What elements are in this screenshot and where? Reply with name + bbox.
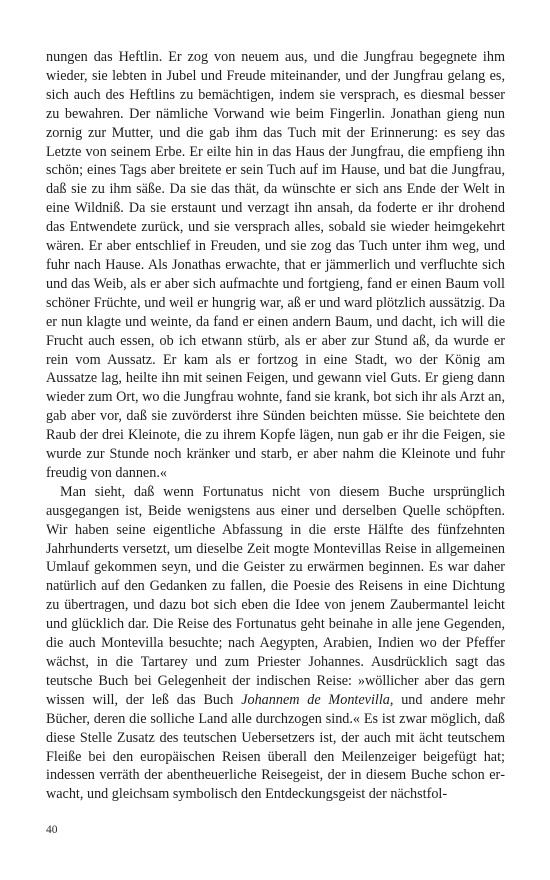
page-number: 40 bbox=[46, 824, 58, 836]
text-run: Man sieht, daß wenn Fortunatus nicht von diesem Buche ursprünglich ausgegangen ist, Beide wenigstens aus einer und derselben Quelle schöpften. Wir haben seine eigentliche Abfassung in die erste Hälfte des fünfzehnten Jahrhunderts versetzt, um dieselbe Zeit mogte Montevillas Reise in allgemeinen Umlauf gekommen seyn, und die Geister zu erwärmen beginnen. Es war daher natürlich auf den Gedanken zu fallen, die Poesie des Reisens in eine Dichtung zu übertragen, und dazu bot sich eben die Idee von jenem Zaubermantel leicht und glücklich dar. Die Reise des Fortunatus geht beinahe in alle jene Gegenden, die auch Montevilla besuchte; nach Aegypten, Arabien, Indien wo der Pfeffer wächst, in die Tartarey und zum Priester Johannes. Ausdrücklich sagt das teutsche Buch bei Gelegenheit der indischen Reise: »wöllicher aber das gern wissen will, der leß das Buch bbox=[46, 483, 505, 708]
text-run: und andere mehr Bücher, deren die solliche Land alle durchzogen sind.« Es ist zwar möglich, daß diese Stelle Zusatz des teutschen Uebersetzers ist, der auch mit ächt teutschem Fleiße bei den europäischen Reisen überall den Meilenzeiger beigefügt hat; indessen verräth der abentheuerliche Reisegeist, der in diesem Buche schon erwacht, und gleichsam symbolisch den Entdeckungsgeist der nächstfol- bbox=[46, 691, 505, 803]
italic-title: Johannem de Montevilla, bbox=[241, 691, 394, 708]
paragraph-continuation bbox=[46, 48, 505, 483]
text-run: nungen das Heftlin. Er zog von neuem aus, und die Jungfrau begegnete ihm wieder, sie lebten in Jubel und Freude miteinander, und der Jungfrau gelang es, sich auch des Heftlins zu bemächtigen, indem sie versprach, es diesmal besser zu bewahren. Der nämliche Vorwand wie beim Fingerlin. Jonathan gieng nun zornig zur Mutter, und die gab ihm das Tuch mit der Erinnerung: es sey das Letzte von seinem Erbe. Er eilte hin in das Haus der Jungfrau, die empfieng ihn schön; eines Tags aber breitete er sein Tuch auf im Hause, und bat die Jungfrau, daß sie zu ihm säße. Da sie das thät, da wünschte er sich ans Ende der Welt in eine Wildniß. Da sie erstaunt und verzagt ihn ansah, da foderte er ihr drohend das Entwendete zurück, und sie versprach alles, sobald sie wieder heimgekehrt wären. Er aber entschlief in Freuden, und sie zog das Tuch unter ihm weg, und fuhr nach Hause. Als Jonathas erwachte, that er jämmerlich und verfluchte sich und das Weib, als er aber sich aufmachte und fortgieng, fand er einen Baum voll schöner Früchte, und weil er hungrig war, aß er und ward plötzlich aussätzig. Da er nun klagte und weinte, da fand er einen andern Baum, und dacht, ich will die Frucht auch essen, ob ich etwann stürb, als er aber zur Stund aß, da wurde er rein vom Aussatz. Er kam als er fortzog in eine Stadt, wo der König am Aussatze lag, heilte ihn mit seinen Feigen, und gewann viel Guts. Er gieng dann wieder zum Ort, wo die Jungfrau wohnte, fand sie krank, bot sich ihr als Arzt an, gab aber vor, daß sie zuvörderst ihre Sünden beichten müsse. Sie beichtete den Raub der drei Kleinote, die zu ihrem Kopfe lägen, nun gab er ihr die Feigen, sie wurde zur Stunde noch kränker und starb, er aber nahm die Kleinote und fuhr freudig von dannen.« bbox=[46, 49, 506, 481]
paragraph-fortunatus bbox=[46, 483, 505, 804]
page-text-block bbox=[46, 48, 505, 804]
